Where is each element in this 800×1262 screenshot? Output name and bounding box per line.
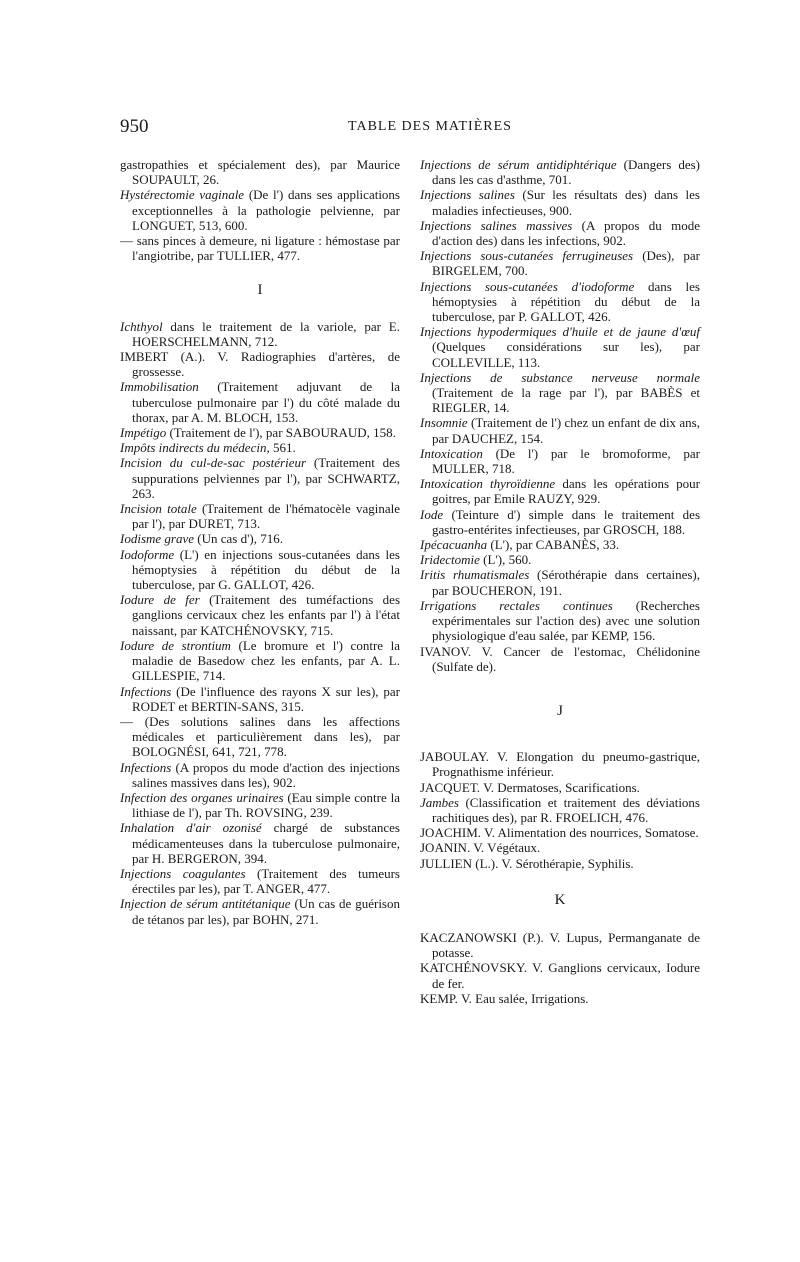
entry-term: Infection des organes urinaires: [120, 789, 284, 805]
index-entry: [420, 825, 700, 840]
index-entry: [420, 598, 700, 644]
index-entry: [120, 319, 400, 349]
entry-text: (L') en injections sous-cutanées dans les hémoptysies à répétition du début de la tuberculose, par G. GALLOT, 426.: [132, 546, 400, 593]
entry-term: Immobilisation: [120, 379, 199, 395]
entry-term: Impétigo: [120, 425, 167, 441]
entry-text: (Eau simple contre la lithiase de l'), par Th. ROVSING, 239.: [132, 789, 400, 821]
entry-term: Injections sous-cutanées ferrugineuses: [420, 248, 634, 264]
index-entry: [420, 856, 700, 871]
index-entry: [120, 760, 400, 790]
entry-text: (Traitement de l') chez un enfant de dix ans, par DAUCHEZ, 154.: [432, 415, 700, 446]
entry-term: Iode: [420, 506, 444, 522]
index-entry: [420, 279, 700, 325]
entry-text: chargé de substances médicamenteuses dans la tuberculose pulmonaire, par H. BERGERON, 394.: [132, 820, 400, 866]
entry-text: IMBERT (A.). V. Radiographies d'artères, de grossesse.: [120, 349, 400, 380]
index-entry: [420, 930, 700, 960]
page-number: 950: [120, 116, 149, 137]
entry-text: — sans pinces à demeure, ni ligature : hémostase par l'angiotribe, par TULLIER, 477.: [120, 233, 400, 264]
page-header: [120, 116, 700, 140]
entry-text: dans les hémoptysies à répétition du début de la tuberculose, par P. GALLOT, 426.: [432, 278, 700, 325]
index-entry: [120, 440, 400, 455]
entry-text: (Sur les résultats des) dans les maladies infectieuses, 900.: [432, 187, 700, 218]
index-entry: [420, 749, 700, 779]
index-entry: [120, 638, 400, 684]
entry-term: Intoxication thyroïdienne: [420, 476, 556, 492]
index-entry: [420, 960, 700, 990]
index-column-right: [420, 157, 700, 1006]
index-entry: [120, 425, 400, 440]
entry-text: KACZANOWSKI (P.). V. Lupus, Permanganate de potasse.: [420, 929, 700, 961]
entry-term: Iodure de strontium: [120, 637, 231, 653]
index-entry: [420, 795, 700, 825]
index-entry: [120, 866, 400, 896]
entry-text: (Traitement de la rage par l'), par BABÈS et RIEGLER, 14.: [432, 385, 700, 416]
index-entry: [420, 157, 700, 187]
entry-text: dans les opérations pour goitres, par Emile RAUZY, 929.: [432, 476, 700, 507]
index-entry: [420, 507, 700, 537]
index-entry: [420, 324, 700, 370]
index-entry: [420, 370, 700, 416]
running-title: TABLE DES MATIÈRES: [348, 119, 512, 134]
entry-text: (Quelques considérations sur les), par COLLEVILLE, 113.: [432, 339, 700, 370]
entry-term: Jambes: [420, 794, 459, 810]
entry-text: (A propos du mode d'action des) dans les infections, 902.: [432, 217, 700, 249]
entry-term: Incision du cul-de-sac postérieur: [120, 455, 307, 471]
entry-term: Iodoforme: [120, 546, 175, 562]
index-entry: [420, 780, 700, 795]
index-entry: [120, 592, 400, 638]
entry-text: , 561.: [266, 440, 296, 456]
entry-term: Irrigations rectales continues: [420, 597, 613, 613]
entry-text: (Des), par BIRGELEM, 700.: [432, 248, 700, 279]
index-entry: [420, 552, 700, 567]
entry-text: (L'), par CABANÈS, 33.: [487, 537, 620, 553]
entry-term: Injections de sérum antidiphtérique: [420, 157, 617, 172]
entry-text: (Traitement des tuméfactions des ganglions cervicaux chez les enfants par l') à l'état naissant, par KATCHÉNOVSKY, 715.: [132, 592, 401, 638]
entry-text: JULLIEN (L.). V. Sérothérapie, Syphilis.: [420, 855, 634, 871]
entry-text: (Dangers des) dans les cas d'asthme, 701.: [432, 157, 701, 188]
index-entry: [420, 840, 700, 855]
entry-text: — (Des solutions salines dans les affections médicales et particulièrement dans les), par BOLOGNÉSI, 641, 721, 778.: [120, 713, 400, 760]
entry-term: Inhalation d'air ozonisé: [120, 820, 262, 836]
entry-text: (De l') par le bromoforme, par MULLER, 718.: [432, 445, 700, 477]
entry-term: Infections: [120, 759, 172, 775]
index-entry: [420, 991, 700, 1006]
entry-term: Injections salines massives: [420, 217, 573, 233]
entry-text: JACQUET. V. Dermatoses, Scarifications.: [420, 779, 640, 795]
entry-text: (Classification et traitement des déviations rachitiques des), par R. FROELICH, 476.: [432, 794, 700, 825]
entry-term: Iodisme grave: [120, 531, 195, 547]
entry-term: Ipécacuanha: [420, 537, 488, 553]
entry-text: (Traitement de l'hématocèle vaginale par l'), par DURET, 713.: [132, 501, 400, 532]
entry-term: Incision totale: [120, 501, 197, 517]
entry-text: JABOULAY. V. Elongation du pneumo-gastrique, Prognathisme inférieur.: [420, 749, 700, 780]
entry-term: Iritis rhumatismales: [420, 567, 530, 583]
index-entry: [120, 455, 400, 501]
index-entry: [120, 233, 400, 263]
entry-term: Iodure de fer: [120, 592, 200, 608]
section-letter: K: [554, 891, 566, 908]
entry-term: Injections hypodermiques d'huile et de jaune d'œuf: [420, 324, 700, 340]
index-entry: [420, 218, 700, 248]
index-entry: [120, 896, 400, 926]
entry-text: (L'), 560.: [479, 552, 532, 568]
index-entry: [120, 820, 400, 866]
index-entry: [120, 714, 400, 760]
entry-text: (Recherches expérimentales sur l'action des) avec une solution physiologique d'eau salée, par KEMP, 156.: [432, 597, 700, 644]
index-entry: [120, 547, 400, 593]
index-column-left: [120, 157, 400, 927]
entry-term: Insomnie: [420, 415, 468, 431]
entry-text: (Traitement des tumeurs érectiles par les), par T. ANGER, 477.: [132, 865, 400, 897]
entry-term: Hystérectomie vaginale: [120, 187, 245, 203]
entry-term: Injections coagulantes: [120, 865, 246, 881]
entry-text: (De l'influence des rayons X sur les), par RODET et BERTIN-SANS, 315.: [132, 683, 400, 714]
section-letter: I: [257, 282, 263, 299]
index-entry: [420, 415, 700, 445]
entry-term: Impôts indirects du médecin: [120, 440, 267, 456]
entry-text: IVANOV. V. Cancer de l'estomac, Chélidonine (Sulfate de).: [420, 643, 700, 674]
section-letter: J: [557, 702, 563, 719]
entry-term: Injections de substance nerveuse normale: [420, 369, 700, 385]
entry-term: Injection de sérum antitétanique: [120, 896, 291, 912]
entry-term: Intoxication: [420, 445, 483, 461]
entry-text: (Sérothérapie dans certaines), par BOUCHERON, 191.: [432, 567, 701, 598]
index-entry: [120, 349, 400, 379]
entry-text: (Teinture d') simple dans le traitement des gastro-entérites infectieuses, par GROSCH, 188.: [432, 506, 700, 537]
entry-term: Infections: [120, 683, 172, 699]
index-entry: [120, 790, 400, 820]
entry-term: Injections sous-cutanées d'iodoforme: [420, 278, 635, 294]
index-entry: [420, 248, 700, 278]
entry-text: (De l') dans ses applications exceptionnelles à la pathologie pelvienne, par LONGUET, 513, 600.: [132, 187, 400, 233]
entry-text: KEMP. V. Eau salée, Irrigations.: [420, 990, 589, 1006]
entry-text: JOANIN. V. Végétaux.: [420, 840, 541, 856]
entry-term: Ichthyol: [120, 318, 163, 334]
index-entry: [120, 379, 400, 425]
entry-text: gastropathies et spécialement des), par Maurice SOUPAULT, 26.: [120, 157, 400, 188]
entry-text: (Un cas d'), 716.: [194, 531, 284, 547]
entry-text: (Un cas de guérison de tétanos par les), par BOHN, 271.: [132, 896, 400, 927]
entry-text: JOACHIM. V. Alimentation des nourrices, Somatose.: [420, 825, 699, 841]
entry-term: Iridectomie: [420, 552, 480, 568]
index-entry: [120, 187, 400, 233]
index-entry: [120, 531, 400, 546]
entry-text: (Traitement de l'), par SABOURAUD, 158.: [166, 425, 396, 441]
entry-text: dans le traitement de la variole, par E. HOERSCHELMANN, 712.: [132, 318, 400, 349]
index-entry: [120, 157, 400, 187]
index-entry: [420, 644, 700, 674]
index-entry: [120, 684, 400, 714]
entry-text: (Le bromure et l') contre la maladie de Basedow chez les enfants, par A. L. GILLESPIE, 714.: [132, 637, 400, 684]
index-entry: [420, 476, 700, 506]
entry-text: (Traitement adjuvant de la tuberculose pulmonaire par l') du côté malade du thorax, par A. M. BLOCH, 153.: [132, 379, 400, 425]
index-entry: [420, 537, 700, 552]
entry-term: Injections salines: [420, 187, 515, 203]
index-entry: [420, 446, 700, 476]
entry-text: (A propos du mode d'action des injections salines massives dans les), 902.: [132, 759, 400, 790]
index-entry: [420, 187, 700, 217]
entry-text: KATCHÉNOVSKY. V. Ganglions cervicaux, Iodure de fer.: [420, 960, 700, 991]
index-entry: [120, 501, 400, 531]
index-entry: [420, 567, 700, 597]
entry-text: (Traitement des suppurations pelviennes par l'), par SCHWARTZ, 263.: [132, 455, 400, 501]
